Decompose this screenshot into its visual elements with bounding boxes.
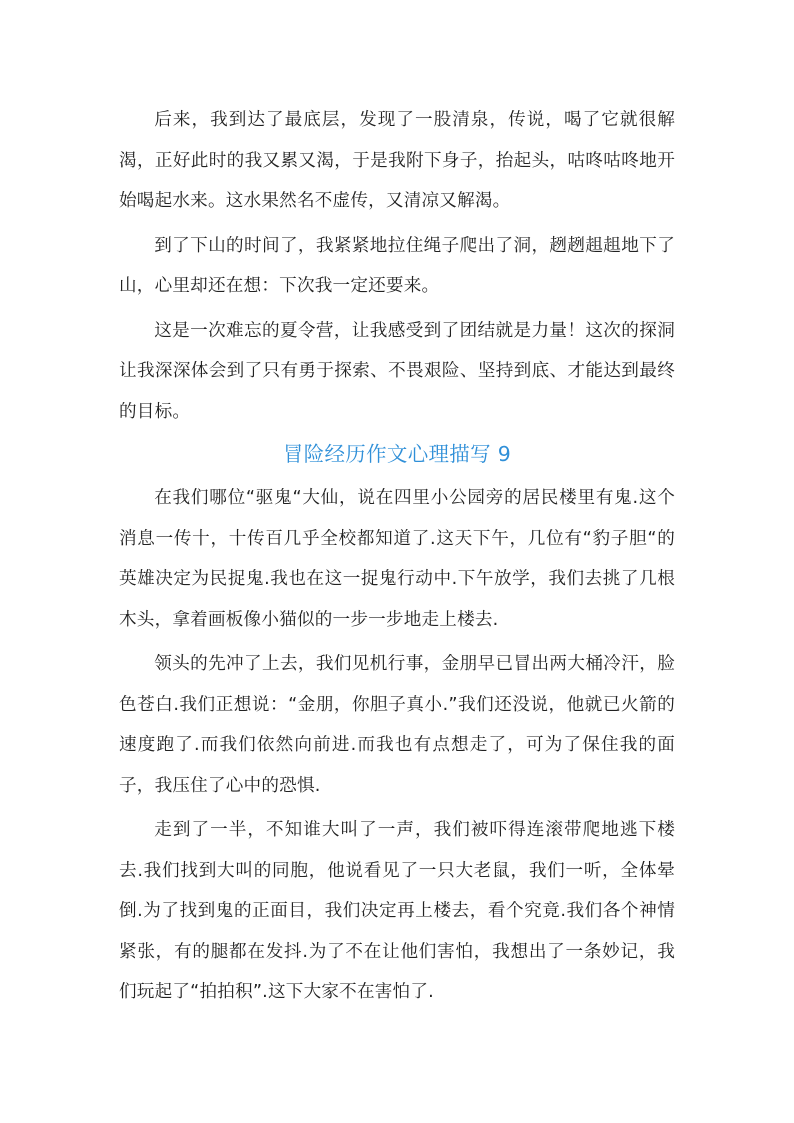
paragraph: 这是一次难忘的夏令营，让我感受到了团结就是力量！这次的探洞让我深深体会到了只有勇于探索、不畏艰险、坚持到底、才能达到最终的目标。 (119, 320, 675, 422)
paragraph: 后来，我到达了最底层，发现了一股清泉，传说，喝了它就很解渴，正好此时的我又累又渴，于是我附下身子，抬起头，咕咚咕咚地开始喝起水来。这水果然名不虚传，又清凉又解渴。 (119, 110, 675, 211)
section-title: 冒险经历作文心理描写 9 (282, 442, 512, 466)
paragraph: 领头的先冲了上去，我们见机行事，金朋早已冒出两大桶冷汗，脸色苍白.我们正想说：“金朋，你胆子真小.”我们还没说，他就已火箭的速度跑了.而我们依然向前进.而我也有点想走了，可为了保住我的面子，我压住了心中的恐惧. (119, 654, 675, 796)
paragraph: 走到了一半，不知谁大叫了一声，我们被吓得连滚带爬地逃下楼去.我们找到大叫的同胞，他说看见了一只大老鼠，我们一听，全体晕倒.为了找到鬼的正面目，我们决定再上楼去，看个究竟.我们各个神情紧张，有的腿都在发抖.为了不在让他们害怕，我想出了一条妙记，我们玩起了“拍拍积”.这下大家不在害怕了. (119, 820, 675, 1002)
document-body (119, 100, 675, 1013)
paragraph: 在我们哪位“驱鬼“大仙，说在四里小公园旁的居民楼里有鬼.这个消息一传十，十传百几乎全校都知道了.这天下午，几位有“豹子胆“的英雄决定为民捉鬼.我也在这一捉鬼行动中.下午放学，我们去挑了几根木头，拿着画板像小猫似的一步一步地走上楼去. (119, 488, 675, 630)
paragraph: 到了下山的时间了，我紧紧地拉住绳子爬出了洞，趔趔趄趄地下了山，心里却还在想：下次我一定还要来。 (119, 235, 675, 296)
